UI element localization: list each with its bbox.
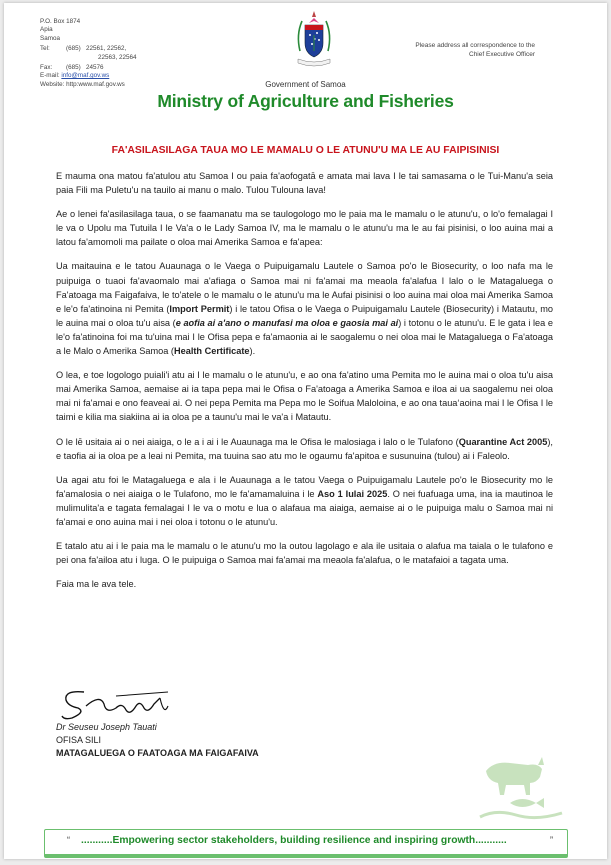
website-label: Website: [40,80,65,88]
import-permit-term: Import Permit [169,303,230,314]
address-line-1: P.O. Box 1874 [40,18,81,25]
samoa-coat-of-arms-icon [292,9,336,73]
paragraph-7: E tatalo atu ai i le paia ma le mamalu o le atunu'u mo la outou lagolago e ala ile usitaia o alafua ma taiala o le tulafono e pei ona fa'ailoa atu i luga. O le puipuiga o Samoa mai fa'amai ma meaola fa'alafua, o le matafaioi a tagata uma. [56,541,553,566]
paragraph-5-text-b: ), e taofia ai ia oloa pe a leai ni Pemita, ma tuuina sao atu mo le ogaumu fa'apitoa e susunuina (tulou) ai i Faleolo. [56,436,553,461]
paragraph-3-text-d: ). [249,346,256,357]
signatory-title: OFISA SILI [56,735,102,745]
signature-block [56,721,259,760]
cow-fish-watermark-icon [476,743,566,823]
open-quote: “ [67,835,70,845]
government-label: Government of Samoa [265,80,346,89]
correspondence-line-1: Please address all correspondence to the [415,42,535,49]
tel-row [40,45,137,53]
address-line-2: Apia [40,26,53,34]
correspondence-note [335,41,535,59]
fax-label: Fax: [40,64,53,72]
signatory-organization: MATAGALUEGA O FAATOAGA MA FAIGAFAIVA [56,748,259,758]
close-quote: ” [550,835,553,845]
paragraph-3-text-b: ) i le tatou Ofisa o le Vaega o Puipuigamalu Lautele (Biosecurity) i Matautu, mo le auina mai o oloa tu'u aisa ( [56,303,553,328]
fax-row [40,64,137,72]
tel-value-2: 22563, 22564 [98,53,137,61]
signatory-name: Dr Seuseu Joseph Tauati [56,722,157,732]
goods-description: e aofia ai a'ano o manufasi ma oloa e gaosia mai ai [175,317,399,328]
tel-value-1: (685) 22561, 22562, [66,45,127,53]
address-line-3: Samoa [40,34,60,42]
paragraph-1: E mauma ona matou fa'atulou atu Samoa I ou paia fa'aofogatā e amata mai lava I le tai samasama o le Tui-Manu'a seia paia Fili ma Puletu'u na tauilo ai manu o malo. Tulou Tulouna lava! [56,171,553,196]
handwritten-signature [56,686,196,724]
effective-date: Aso 1 Iulai 2025 [317,488,388,499]
ministry-name: Ministry of Agriculture and Fisheries [157,91,454,111]
paragraph-4: O lea, e toe logologo puiali'i atu ai I le mamalu o le atunu'u, e ao ona fa'atino uma Pemita mo le auina mai o oloa tu'u aisa mai Amerika Samoa, aemaise ai ia tapa pepa mai le Ofisa o Fa'atoaga a Amerika Samoa e iloa ai ua saogalemu nei oloa mai ni fa'amai e ono feaveai ai. O nei pepa Pemita ma Pepa mo le Soifua Maloloina, e ao ona tauaʻaoina mai I le Ofisa I le taimi e kilia ma siakiina ai ia oloa pe a taunu'u mai le va'a i Matautu. [56,370,553,423]
paragraph-3-text-c: ) i totonu o le atunu'u. E le gata i lea e le'o fa'atinoina foi ma tu'uina mai I le Ofisa pepa e fa'amaonia ai le saogalemu o nei oloa mai le Matagaluega o Fa'atoaga a le Malo o Amerika Samoa ( [56,317,553,357]
tel-label: Tel: [40,45,50,53]
letter-body [56,169,553,601]
letter-page [4,3,607,859]
paragraph-3 [56,259,553,358]
paragraph-6-text-a: Ua agai atu foi le Matagaluega e ala i le Auaunaga a le tatou Vaega o Puipuigamalu Lautele po'o le Biosecurity mo le fa'amalosia o nei aiaiga o le Tulafono, mo le fa'amamaluina i le [56,474,553,499]
paragraph-5-text-a: O le lē usitaia ai o nei aiaiga, o le a i ai i le Auaunaga ma le Ofisa le malosiaga i lalo o le Tulafono ( [56,436,459,447]
quarantine-act-term: Quarantine Act 2005 [458,436,548,447]
website-value: http:www.maf.gov.ws [66,80,125,88]
footer-slogan-box [44,829,568,858]
fax-value: (685) 24576 [66,64,104,72]
email-link[interactable]: info@maf.gov.ws [61,72,110,80]
footer-slogan: ...........Empowering sector stakeholders, building resilience and inspiring growth........... [81,835,507,846]
closing-line: Faia ma le ava tele. [56,579,137,590]
paragraph-3-text-a: Ua maitauina e le tatou Auaunaga o le Vaega o Puipuigamalu Lautele o Samoa po'o le Biosecurity, o loo nafa ma le puipuiga o tuaoi fa'avaomalo mai a'afiaga o Samoa mai ni fa'amai ma meaola fa'alafua I lalo o le Matagaluega o Fa'atoaga ma Faigafaiva, le to'atele o le mamalu o le atunu'u ma le Aufai pisinisi o loo auina mai oloa mai Amerika Samoa e le'o fa'atinoina ni Pemita ( [56,261,553,314]
tel-row-2 [40,54,137,62]
paragraph-6-text-b: . O nei fuafuaga uma, ina ia mautinoa le mulimulita'a e tagata femalagai I le va o motu e lua o alafaua ma aiaiga, aemaise ai o le puipuiga malu o Samoa mai ni fa'amai e ono auina mai i nei oloa i totonu o le atunu'u. [56,488,553,527]
paragraph-5 [56,435,553,463]
correspondence-line-2: Chief Executive Officer [469,51,535,58]
paragraph-6 [56,473,553,529]
contact-block [40,18,137,89]
paragraph-2: Ae o lenei fa'asilasilaga taua, o se faamanatu ma se taulogologo mo le paia ma le mamalu o le atunu'u, o lo'o femalagai I le va o Upolu ma Tutuila I le Va'a o le Lady Samoa IV, ma le mamalu o le atunu'u ma le au fai pisinisi, o loo auina mai a latou fa'amomoli ma pailate o oloa mai Amerika Samoa e fa'apea: [56,209,553,248]
health-certificate-term: Health Certificate [173,346,250,357]
email-label: E-mail: [40,72,60,80]
notice-title: FA'ASILASILAGA TAUA MO LE MAMALU O LE ATUNU'U MA LE AU FAIPISINISI [111,145,500,156]
